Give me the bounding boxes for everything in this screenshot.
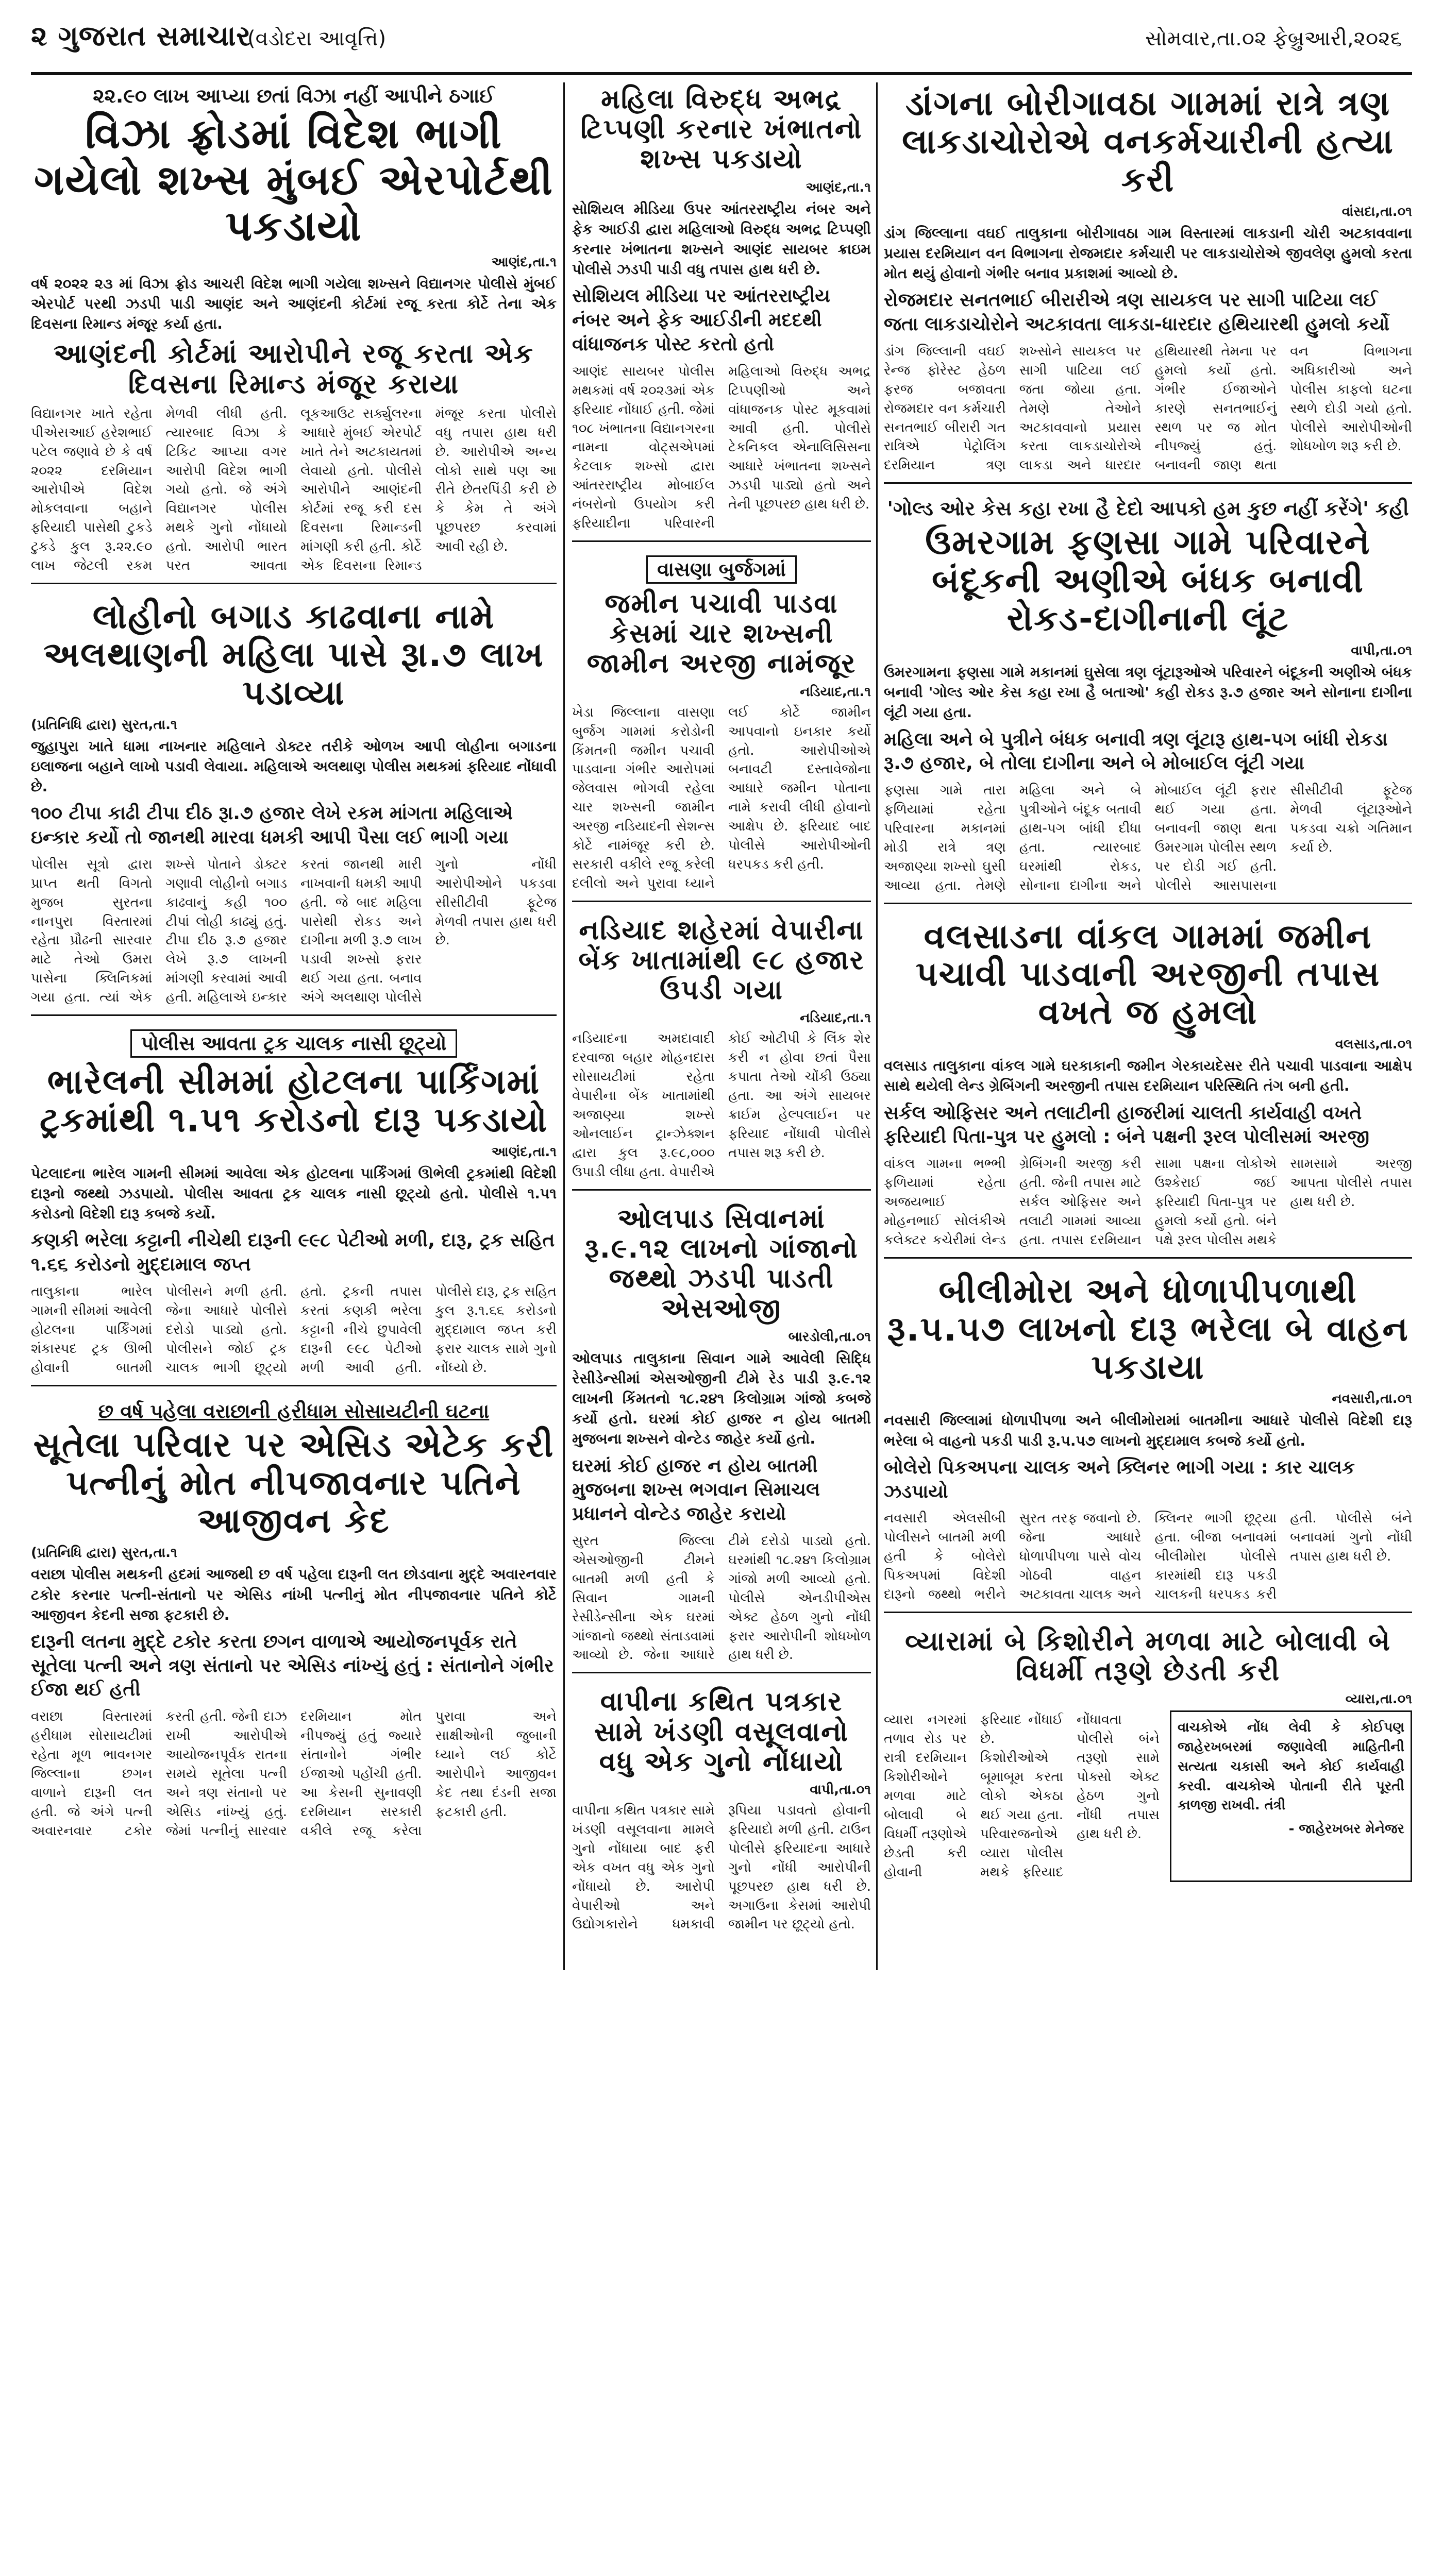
dateline: નડિયાદ,તા.૧ (800, 1010, 871, 1026)
story-lead: વલસાડ તાલુકાના વાંકલ ગામે ઘરકાકાની જમીન ગેરકાયદેસર રીતે પચાવી પાડવાના આક્ષેપ સાથે થયેલી લેન્ડ ગ્રેબિંગની અરજીની તપાસ દરમિયાન પરિસ્થિતિ તંગ બની હતી. (884, 1057, 1412, 1095)
dateline: નવસારી,તા.૦૧ (1332, 1391, 1412, 1407)
story-kicker: પોલીસ આવતા ટ્રક ચાલક નાસી છૂટ્યો (130, 1029, 458, 1058)
paper-name: ગુજરાત સમાચાર (58, 20, 251, 52)
story-lead: વર્ષ ૨૦૨૨ ૨૩ માં વિઝા ફ્રોડ આચરી વિદેશ ભાગી ગયેલા શખ્સને વિદ્યાનગર પોલીસે મુંબઈ એરપોર્ટ પરથી ઝડપી પાડી આણંદ અને આણંદની કોર્ટમાં રજૂ કરતા કોર્ટે તેના એક દિવસના રિમાન્ડ મંજૂર કર્યા હતા. (31, 275, 557, 333)
dateline: સુરત,તા.૧ (121, 1545, 177, 1561)
story-headline: લોહીનો બગાડ કાઢવાના નામે અલથાણની મહિલા પાસે રૂા.૭ લાખ પડાવ્યા (43, 596, 544, 713)
dateline: બારડોલી,તા.૦૧ (788, 1329, 871, 1345)
dateline: વ્યારા,તા.૦૧ (1345, 1691, 1412, 1707)
story-land-bail (572, 553, 871, 902)
story-headline: વાપીના કથિત પત્રકાર સામે ખંડણી વસૂલવાનો વધુ એક ગુનો નોંધાયો (594, 1686, 849, 1777)
story-lead: ડાંગ જિલ્લાના વઘઈ તાલુકાના બોરીગાવઠા ગામ વિસ્તારમાં લાકડાની ચોરી અટકાવવાના પ્રયાસ દરમિયાન વન વિભાગના રોજમદાર કર્મચારી પર લાકડાચોરોએ જીવલેણ હુમલો કરતા મોત થયું હોવાનો ગંભીર બનાવ પ્રકાશમાં આવ્યો છે. (884, 224, 1412, 282)
story-headline: સૂતેલા પરિવાર પર એસિડ એટેક કરી પત્નીનું મોત નીપજાવનાર પતિને આજીવન કેદ (33, 1425, 555, 1541)
column-right (884, 82, 1412, 1975)
story-blood-fraud (31, 596, 557, 1016)
column-divider (876, 82, 878, 1970)
story-subhead: રોજમદાર સનતભાઈ બીરારીએ ત્રણ સાયકલ પર સાગી પાટિયા લઈ જતા લાકડાચોરોને અટકાવતા લાકડા-ધારદાર હથિયારથી હુમલો કર્યો (884, 290, 1389, 335)
story-lead: ઉમરગામના ફણસા ગામે મકાનમાં ઘુસેલા ત્રણ લૂંટારૂઓએ પરિવારને બંદૂકની અણીએ બંધક બનાવી 'ગોલ્ડ ઓર કેસ કહા રખા હૈ બતાઓ' કહી રોકડ રૂ.૭ હજાર અને સોનાના દાગીના લૂંટી ગયા હતા. (884, 663, 1412, 721)
story-forest-murder (884, 82, 1412, 484)
story-subhead: બોલેરો પિકઅપના ચાલક અને ક્લિનર ભાગી ગયા : કાર ચાલક ઝડપાયો (884, 1456, 1355, 1502)
story-ganja-seizure (572, 1202, 871, 1674)
story-lead: જુહાપુરા ખાતે ધામા નાખનાર મહિલાને ડોક્ટર તરીકે ઓળખ આપી લોહીના બગાડના ઇલાજના બહાને લાખો પડાવી લેવાયા. મહિલાએ અલથાણ પોલીસ મથકમાં ફરિયાદ નોંધાવી છે. (31, 737, 557, 795)
story-headline: બીલીમોરા અને ધોળાપીપળાથી રૂ.૫.૫૭ લાખનો દારૂ ભરેલા બે વાહન પકડાયા (887, 1270, 1409, 1387)
story-headline: જમીન પચાવી પાડવા કેસમાં ચાર શખ્સની જામીન અરજી નામંજૂર (586, 588, 857, 680)
dateline: વલસાડ,તા.૦૧ (1335, 1037, 1412, 1053)
masthead (0, 0, 1443, 77)
story-headline: વ્યારામાં બે કિશોરીને મળવા માટે બોલાવી બે વિધર્મી તરૂણે છેડતી કરી (905, 1625, 1391, 1687)
story-body: નવસારી એલસીબી પોલીસને બાતમી મળી હતી કે બોલેરો પિકઅપમાં વિદેશી દારૂનો જથ્થો ભરીને સુરત તરફ જવાનો છે. જેના આધારે ધોળાપીપળા પાસે વોચ ગોઠવી વાહન અટકાવતા ચાલક અને ક્લિનર ભાગી છૂટ્યા હતા. બીજા બનાવમાં બીલીમોરા પોલીસે કારમાંથી દારૂ પકડી ચાલકની ધરપકડ કરી હતી. પોલીસે બંને બનાવમાં ગુનો નોંધી તપાસ હાથ ધરી છે. (884, 1511, 1412, 1603)
dateline: વાંસદા,તા.૦૧ (1341, 204, 1412, 219)
story-visa-fraud (31, 82, 557, 584)
story-body: વરાછા વિસ્તારમાં હરીધામ સોસાયટીમાં રહેતા મૂળ ભાવનગર જિલ્લાના છગન વાળાને દારૂની લત હતી. જે અંગે પત્ની અવારનવાર ટકોર કરતી હતી. જેની દાઝ રાખી આરોપીએ આયોજનપૂર્વક રાતના સમયે સૂતેલા પત્ની અને ત્રણ સંતાનો પર એસિડ નાંખ્યું હતું. જેમાં પત્નીનું સારવાર દરમિયાન મોત નીપજ્યું હતું જ્યારે સંતાનોને ગંભીર ઈજાઓ પહોંચી હતી. આ કેસની સુનાવણી દરમિયાન સરકારી વકીલે રજૂ કરેલા પુરાવા અને સાક્ષીઓની જુબાની ધ્યાને લઈ કોર્ટે આરોપીને આજીવન કેદ તથા દંડની સજા ફટકારી હતી. (31, 1709, 557, 1839)
story-vyara-harassment (884, 1624, 1412, 1889)
column-middle (572, 82, 871, 1975)
story-headline: ડાંગના બોરીગાવઠા ગામમાં રાત્રે ત્રણ લાકડાચોરોએ વનકર્મચારીની હત્યા કરી (902, 83, 1394, 199)
story-credit: (પ્રતિનિધિ દ્વારા) (31, 717, 117, 733)
dateline: આણંદ,તા.૧ (806, 179, 871, 195)
story-subhead: સોશિયલ મીડિયા પર આંતરરાષ્ટ્રીય નંબર અને ફેક આઈડીની મદદથી વાંધાજનક પોસ્ટ કરતો હતો (572, 285, 830, 355)
story-headline: વલસાડના વાંકલ ગામમાં જમીન પચાવી પાડવાની અરજીની તપાસ વખતે જ હુમલો (915, 916, 1381, 1032)
story-umargam-robbery (884, 495, 1412, 904)
story-body: ડાંગ જિલ્લાની વઘઈ રેન્જ ફોરેસ્ટ હેઠળ ફરજ બજાવતા રોજમદાર વન કર્મચારી સનતભાઈ બીરારી ગત રાત્રિએ પેટ્રોલિંગ દરમિયાન ત્રણ શખ્સોને સાયકલ પર સાગી પાટિયા લઈ જતા જોયા હતા. તેમણે તેઓને અટકાવવાનો પ્રયાસ કરતા લાકડાચોરોએ લાકડા અને ધારદાર હથિયારથી તેમના પર હુમલો કર્યો હતો. ગંભીર ઈજાઓને કારણે સનતભાઈનું સ્થળ પર જ મોત નીપજ્યું હતું. બનાવની જાણ થતા વન વિભાગના અધિકારીઓ અને પોલીસ કાફલો ઘટના સ્થળે દોડી ગયો હતો. પોલીસે આરોપીઓની શોધખોળ શરૂ કરી છે. (884, 343, 1412, 473)
story-body: વાંકલ ગામના ભભ્ભી ફળિયામાં રહેતા અજયભાઈ મોહનભાઈ સોલંકીએ કલેક્ટર કચેરીમાં લેન્ડ ગ્રેબિંગની અરજી કરી હતી. જેની તપાસ માટે સર્કલ ઓફિસર અને તલાટી ગામમાં આવ્યા હતા. તપાસ દરમિયાન સામા પક્ષના લોકોએ ઉશ્કેરાઈ જઈ ફરિયાદી પિતા-પુત્ર પર હુમલો કર્યો હતો. બંને પક્ષે રૂરલ પોલીસ મથકે સામસામે અરજી આપતા પોલીસે તપાસ હાથ ધરી છે. (884, 1156, 1412, 1248)
story-headline: ભારેલની સીમમાં હોટલના પાર્કિંગમાં ટ્રકમાંથી ૧.૫૧ કરોડનો દારૂ પકડાયો (40, 1062, 548, 1140)
story-subhead: સર્કલ ઓફિસર અને તલાટીની હાજરીમાં ચાલતી કાર્યવાહી વખતે ફરિયાદી પિતા-પુત્ર પર હુમલો : બંને પક્ષની રૂરલ પોલીસમાં અરજી (884, 1102, 1370, 1148)
story-credit: (પ્રતિનિધિ દ્વારા) (31, 1545, 117, 1561)
story-body: વ્યારા નગરમાં તળાવ રોડ પર રાત્રી દરમિયાન કિશોરીઓને મળવા માટે બોલાવી બે વિધર્મી તરૂણોએ છેડતી કરી હોવાની ફરિયાદ નોંધાઈ છે. કિશોરીઓએ બૂમાબૂમ કરતા લોકો એકઠા થઈ ગયા હતા. પરિવારજનોએ વ્યારા પોલીસ મથકે ફરિયાદ નોંધાવતા પોલીસે બંને તરૂણો સામે પોક્સો એક્ટ હેઠળ ગુનો નોંધી તપાસ હાથ ધરી છે. (884, 1712, 1160, 1880)
story-headline: ઓલપાડ સિવાનમાં રૂ.૯.૧૨ લાખનો ગાંજાનો જથ્થો ઝડપી પાડતી એસઓજી (584, 1203, 859, 1325)
story-lead: પેટલાદના ભારેલ ગામની સીમમાં આવેલા એક હોટલના પાર્કિંગમાં ઊભેલી ટ્રકમાંથી વિદેશી દારૂનો જથ્થો ઝડપાયો. પોલીસ આવતા ટ્રક ચાલક નાસી છૂટ્યો હતો. પોલીસે ૧.૫૧ કરોડનો વિદેશી દારૂ કબજે કર્યો. (31, 1164, 557, 1223)
story-headline: નડિયાદ શહેરમાં વેપારીના બેંક ખાતામાંથી ૯૮ હજાર ઉપડી ગયા (578, 914, 865, 1006)
dateline: વાપી,તા.૦૧ (1351, 642, 1412, 658)
story-bank-fraud (572, 913, 871, 1191)
story-extortion (572, 1685, 871, 1941)
story-body: વાપીના કથિત પત્રકાર સામે ખંડણી વસૂલવાના મામલે ગુનો નોંધાયા બાદ ફરી એક વખત વધુ એક ગુનો નોંધાયો છે. આરોપી વેપારીઓ અને ઉદ્યોગકારોને ધમકાવી રૂપિયા પડાવતો હોવાની ફરિયાદો મળી હતી. ટાઉન પોલીસે ફરિયાદના આધારે ગુનો નોંધી આરોપીની પૂછપરછ હાથ ધરી છે. અગાઉના કેસમાં આરોપી જામીન પર છૂટ્યો હતો. (572, 1803, 871, 1933)
story-headline: ઉમરગામ ફણસા ગામે પરિવારને બંદૂકની અણીએ બંધક બનાવી રોકડ-દાગીનાની લૂંટ (925, 522, 1371, 639)
story-lead: વરાછા પોલીસ મથકની હદમાં આજથી છ વર્ષ પહેલા દારૂની લત છોડવાના મુદ્દે અવારનવાર ટકોર કરનાર પત્ની-સંતાનો પર એસિડ નાંખી પત્નીનું મોત નીપજાવનાર પતિને કોર્ટે આજીવન કેદની સજા ફટકારી છે. (31, 1566, 557, 1623)
story-subhead: મહિલા અને બે પુત્રીને બંધક બનાવી ત્રણ લૂંટારૂ હાથ-પગ બાંધી રોકડા રૂ.૭ હજાર, બે તોલા દાગીના અને બે મોબાઈલ લૂંટી ગયા (884, 728, 1388, 774)
column-left (31, 82, 557, 1975)
story-subhead: ઘરમાં કોઈ હાજર ન હોય બાતમી મુજબના શખ્સ ભગવાન સિમાચલ પ્રધાનને વોન્ટેડ જાહેર કરાયો (572, 1455, 820, 1525)
story-body: વિદ્યાનગર ખાતે રહેતા પીએસઆઈ હરેશભાઈ પટેલ જણાવે છે કે વર્ષ ૨૦૨૨ દરમિયાન આરોપીએ વિદેશ મોકલવાના બહાને ફરિયાદી પાસેથી ટુકડે ટુકડે કુલ રૂ.૨૨.૯૦ લાખ જેટલી રકમ મેળવી લીધી હતી. ત્યારબાદ વિઝા કે ટિકિટ આપ્યા વગર આરોપી વિદેશ ભાગી ગયો હતો. જે અંગે વિદ્યાનગર પોલીસ મથકે ગુનો નોંધાયો હતો. આરોપી ભારત પરત આવતા લૂકઆઉટ સર્ક્યુલરના આધારે મુંબઈ એરપોર્ટ ખાતે તેને અટકાયતમાં લેવાયો હતો. પોલીસે આરોપીને આણંદની કોર્ટમાં રજૂ કરી દસ દિવસના રિમાન્ડની માંગણી કરી હતી. કોર્ટે એક દિવસના રિમાન્ડ મંજૂર કરતા પોલીસે વધુ તપાસ હાથ ધરી છે. આરોપીએ અન્ય લોકો સાથે પણ આ રીતે છેતરપિંડી કરી છે કે કેમ તે અંગે પૂછપરછ કરવામાં આવી રહી છે. (31, 405, 557, 574)
story-body: પોલીસ સૂત્રો દ્વારા પ્રાપ્ત થતી વિગતો મુજબ સુરતના નાનપુરા વિસ્તારમાં રહેતા પ્રૌઢની સારવાર માટે તેઓ ઉમરા પાસેના ક્લિનિકમાં ગયા હતા. ત્યાં એક શખ્સે પોતાને ડોક્ટર ગણાવી લોહીનો બગાડ કાઢવાનું કહી ૧૦૦ ટીપાં લોહી કાઢ્યું હતું. ટીપા દીઠ રૂ.૭ હજાર લેખે રૂ.૭ લાખની માંગણી કરવામાં આવી હતી. મહિલાએ ઇન્કાર કરતાં જાનથી મારી નાખવાની ધમકી આપી હતી. જે બાદ મહિલા પાસેથી રોકડ અને દાગીના મળી રૂ.૭ લાખ પડાવી શખ્સો ફરાર થઈ ગયા હતા. બનાવ અંગે અલથાણ પોલીસે ગુનો નોંધી આરોપીઓને પકડવા સીસીટીવી ફૂટેજ મેળવી તપાસ હાથ ધરી છે. (31, 856, 557, 1006)
story-bilimora-liquor (884, 1270, 1412, 1613)
dateline: નડિયાદ,તા.૧ (800, 684, 871, 700)
dateline: સુરત,તા.૧ (121, 717, 177, 733)
story-body: આણંદ સાયબર પોલીસ મથકમાં વર્ષ ૨૦૨૩માં એક ફરિયાદ નોંધાઈ હતી. જેમાં ૧૦૮ ખંભાતના વિદ્યાનગરના નામના વોટ્સએપમાં કેટલાક શખ્સો દ્વારા આંતરરાષ્ટ્રીય મોબાઈલ નંબરોનો ઉપયોગ કરી ફરિયાદીના પરિવારની મહિલાઓ વિરુદ્ધ અભદ્ર ટિપ્પણીઓ અને વાંધાજનક પોસ્ટ મૂકવામાં આવી હતી. પોલીસે ટેકનિકલ એનાલિસિસના આધારે ખંભાતના શખ્સને ઝડપી પાડ્યો હતો અને તેની પૂછપરછ હાથ ધરી છે. (572, 363, 871, 532)
column-divider (563, 82, 565, 1970)
story-lead: નવસારી જિલ્લામાં ધોળાપીપળા અને બીલીમોરામાં બાતમીના આધારે પોલીસે વિદેશી દારૂ ભરેલા બે વાહનો પકડી પાડી રૂ.૫.૫૭ લાખનો મુદ્દામાલ કબજે કર્યો હતો. (884, 1412, 1412, 1449)
story-lead: સોશિયલ મીડિયા ઉપર આંતરરાષ્ટ્રીય નંબર અને ફેક આઈડી દ્વારા મહિલાઓ વિરુદ્ધ અભદ્ર ટિપ્પણી કરનાર ખંભાતના શખ્સને આણંદ સાયબર ક્રાઇમ પોલીસે ઝડપી પાડી વધુ તપાસ હાથ ધરી છે. (572, 200, 871, 278)
issue-date: સોમવાર,તા.૦૨ ફેબ્રુઆરી,૨૦૨૬ (1145, 27, 1402, 50)
edition-label: (વડોદરા આવૃત્તિ) (247, 27, 387, 50)
story-kicker: 'ગોલ્ડ ઓર કેસ કહા રખા હૈ દેદો આપકો હમ કુછ નહીં કરેંગે' કહી (887, 497, 1409, 520)
story-subhead: આણંદની કોર્ટમાં આરોપીને રજૂ કરતા એક દિવસના રિમાન્ડ મંજૂર કરાયા (54, 338, 534, 400)
story-lead: ઓલપાડ તાલુકાના સિવાન ગામે આવેલી સિદ્ધિ રેસીડેન્સીમાં એસઓજીની ટીમે રેડ પાડી રૂ.૯.૧૨ લાખની કિંમતનો ૧૮.૨૪૧ કિલોગ્રામ ગાંજો કબજે કર્યો હતો. ઘરમાં કોઈ હાજર ન હોય બાતમી મુજબના શખ્સને વોન્ટેડ જાહેર કર્યો હતો. (572, 1349, 871, 1448)
dateline: આણંદ,તા.૧ (491, 1144, 557, 1160)
story-body: નડિયાદના અમદાવાદી દરવાજા બહાર મોહનદાસ સોસાયટીમાં રહેતા વેપારીના બેંક ખાતામાંથી અજાણ્યા શખ્સે ઓનલાઈન ટ્રાન્ઝેક્શન દ્વારા કુલ રૂ.૯૮,૦૦૦ ઉપાડી લીધા હતા. વેપારીએ કોઈ ઓટીપી કે લિંક શેર કરી ન હોવા છતાં પૈસા કપાતા તેઓ ચોંકી ઉઠ્યા હતા. આ અંગે સાયબર ક્રાઈમ હેલ્પલાઈન પર ફરિયાદ નોંધાવી પોલીસે તપાસ શરૂ કરી છે. (572, 1031, 871, 1180)
story-kicker: છ વર્ષ પહેલા વરાછાની હરીધામ સોસાયટીની ઘટના (98, 1399, 490, 1422)
print-marks (0, 1984, 1443, 2045)
story-acid-attack (31, 1398, 557, 1848)
story-body: તાલુકાના ભારેલ ગામની સીમમાં આવેલી હોટલના પાર્કિંગમાં શંકાસ્પદ ટ્રક ઊભી હોવાની બાતમી પોલીસને મળી હતી. જેના આધારે પોલીસે દરોડો પાડ્યો હતો. પોલીસને જોઈ ટ્રક ચાલક ભાગી છૂટ્યો હતો. ટ્રકની તપાસ કરતાં કણકી ભરેલા કટ્ટાની નીચે છુપાવેલી દારૂની ૯૯૮ પેટીઓ મળી આવી હતી. પોલીસે દારૂ, ટ્રક સહિત કુલ રૂ.૧.૬૬ કરોડનો મુદ્દામાલ જપ્ત કરી ફરાર ચાલક સામે ગુનો નોંધ્યો છે. (31, 1284, 557, 1376)
story-headline: વિઝા ફ્રોડમાં વિદેશ ભાગી ગયેલો શખ્સ મુંબઈ એરપોર્ટથી પકડાયો (34, 110, 553, 250)
dateline: વાપી,તા.૦૧ (810, 1782, 871, 1798)
story-headline: મહિલા વિરુદ્ધ અભદ્ર ટિપ્પણી કરનાર ખંભાતનો શખ્સ પકડાયો (580, 84, 863, 175)
story-liquor-truck (31, 1027, 557, 1386)
story-body: સુરત જિલ્લા એસઓજીની ટીમને બાતમી મળી હતી કે સિવાન ગામની રેસીડેન્સીના એક ઘરમાં ગાંજાનો જથ્થો સંતાડવામાં આવ્યો છે. જેના આધારે ટીમે દરોડો પાડ્યો હતો. ઘરમાંથી ૧૮.૨૪૧ કિલોગ્રામ ગાંજો મળી આવ્યો હતો. પોલીસે એનડીપીએસ એક્ટ હેઠળ ગુનો નોંધી ફરાર આરોપીની શોધખોળ હાથ ધરી છે. (572, 1533, 871, 1663)
story-body: ખેડા જિલ્લાના વાસણા બુર્જગ ગામમાં કરોડોની કિંમતની જમીન પચાવી પાડવાના ગંભીર આરોપમાં જેલવાસ ભોગવી રહેલા ચાર શખ્સની જામીન અરજી નડિયાદની સેશન્સ કોર્ટે નામંજૂર કરી છે. સરકારી વકીલે રજૂ કરેલી દલીલો અને પુરાવા ધ્યાને લઈ કોર્ટે જામીન આપવાનો ઇનકાર કર્યો હતો. આરોપીઓએ બનાવટી દસ્તાવેજોના આધારે જમીન પોતાના નામે કરાવી લીધી હોવાનો આક્ષેપ છે. ફરિયાદ બાદ પોલીસે આરોપીઓની ધરપકડ કરી હતી. (572, 704, 871, 891)
story-abusive-post (572, 82, 871, 542)
notice-text: વાચકોએ નોંધ લેવી કે કોઈપણ જાહેરખબરમાં જણાવેલી માહિતીની સત્યતા ચકાસી અને કોઈ કાર્યવાહી કરવી. વાચકોએ પોતાની રીતે પૂરતી કાળજી રાખવી. તંત્રી (1178, 1720, 1404, 1814)
header-rule (31, 72, 1412, 75)
story-subhead: દારૂની લતના મુદ્દે ટકોર કરતા છગન વાળાએ આયોજનપૂર્વક રાતે સૂતેલા પત્ની અને ત્રણ સંતાનો પર એસિડ નાંખ્યું હતું : સંતાનોને ગંભીર ઈજા થઈ હતી (31, 1631, 554, 1701)
story-kicker: વાસણા બુર્જગમાં (646, 555, 797, 584)
story-subhead: ૧૦૦ ટીપા કાઢી ટીપા દીઠ રૂા.૭ હજાર લેખે રકમ માંગતા મહિલાએ ઇન્કાર કર્યો તો જાનથી મારવા ધમકી આપી પૈસા લઈ ભાગી ગયા (31, 803, 513, 849)
story-valsad-attack (884, 916, 1412, 1259)
story-subhead: કણકી ભરેલા કટ્ટાની નીચેથી દારૂની ૯૯૮ પેટીઓ મળી, દારૂ, ટ્રક સહિત ૧.૬૬ કરોડનો મુદ્દામાલ જપ્ત (31, 1230, 555, 1276)
story-kicker: ૨૨.૯૦ લાખ આપ્યા છતાં વિઝા નહીં આપીને ઠગાઈ (93, 84, 495, 107)
dateline: આણંદ,તા.૧ (491, 254, 557, 270)
page-brand (31, 20, 251, 53)
reader-notice (1170, 1710, 1412, 1882)
page-number: ૨ (31, 20, 48, 52)
story-body: ફણસા ગામે તારા ફળિયામાં રહેતા પરિવારના મકાનમાં મોડી રાત્રે ત્રણ અજાણ્યા શખ્સો ઘુસી આવ્યા હતા. તેમણે મહિલા અને બે પુત્રીઓને બંદૂક બતાવી હાથ-પગ બાંધી દીધા હતા. ત્યારબાદ ઘરમાંથી રોકડ, સોનાના દાગીના અને મોબાઈલ લૂંટી ફરાર થઈ ગયા હતા. બનાવની જાણ થતા ઉમરગામ પોલીસ સ્થળ પર દોડી ગઈ હતી. પોલીસે આસપાસના સીસીટીવી ફૂટેજ મેળવી લૂંટારૂઓને પકડવા ચક્રો ગતિમાન કર્યા છે. (884, 783, 1412, 893)
notice-signoff: - જાહેરખબર મેનેજર (1288, 1821, 1404, 1837)
